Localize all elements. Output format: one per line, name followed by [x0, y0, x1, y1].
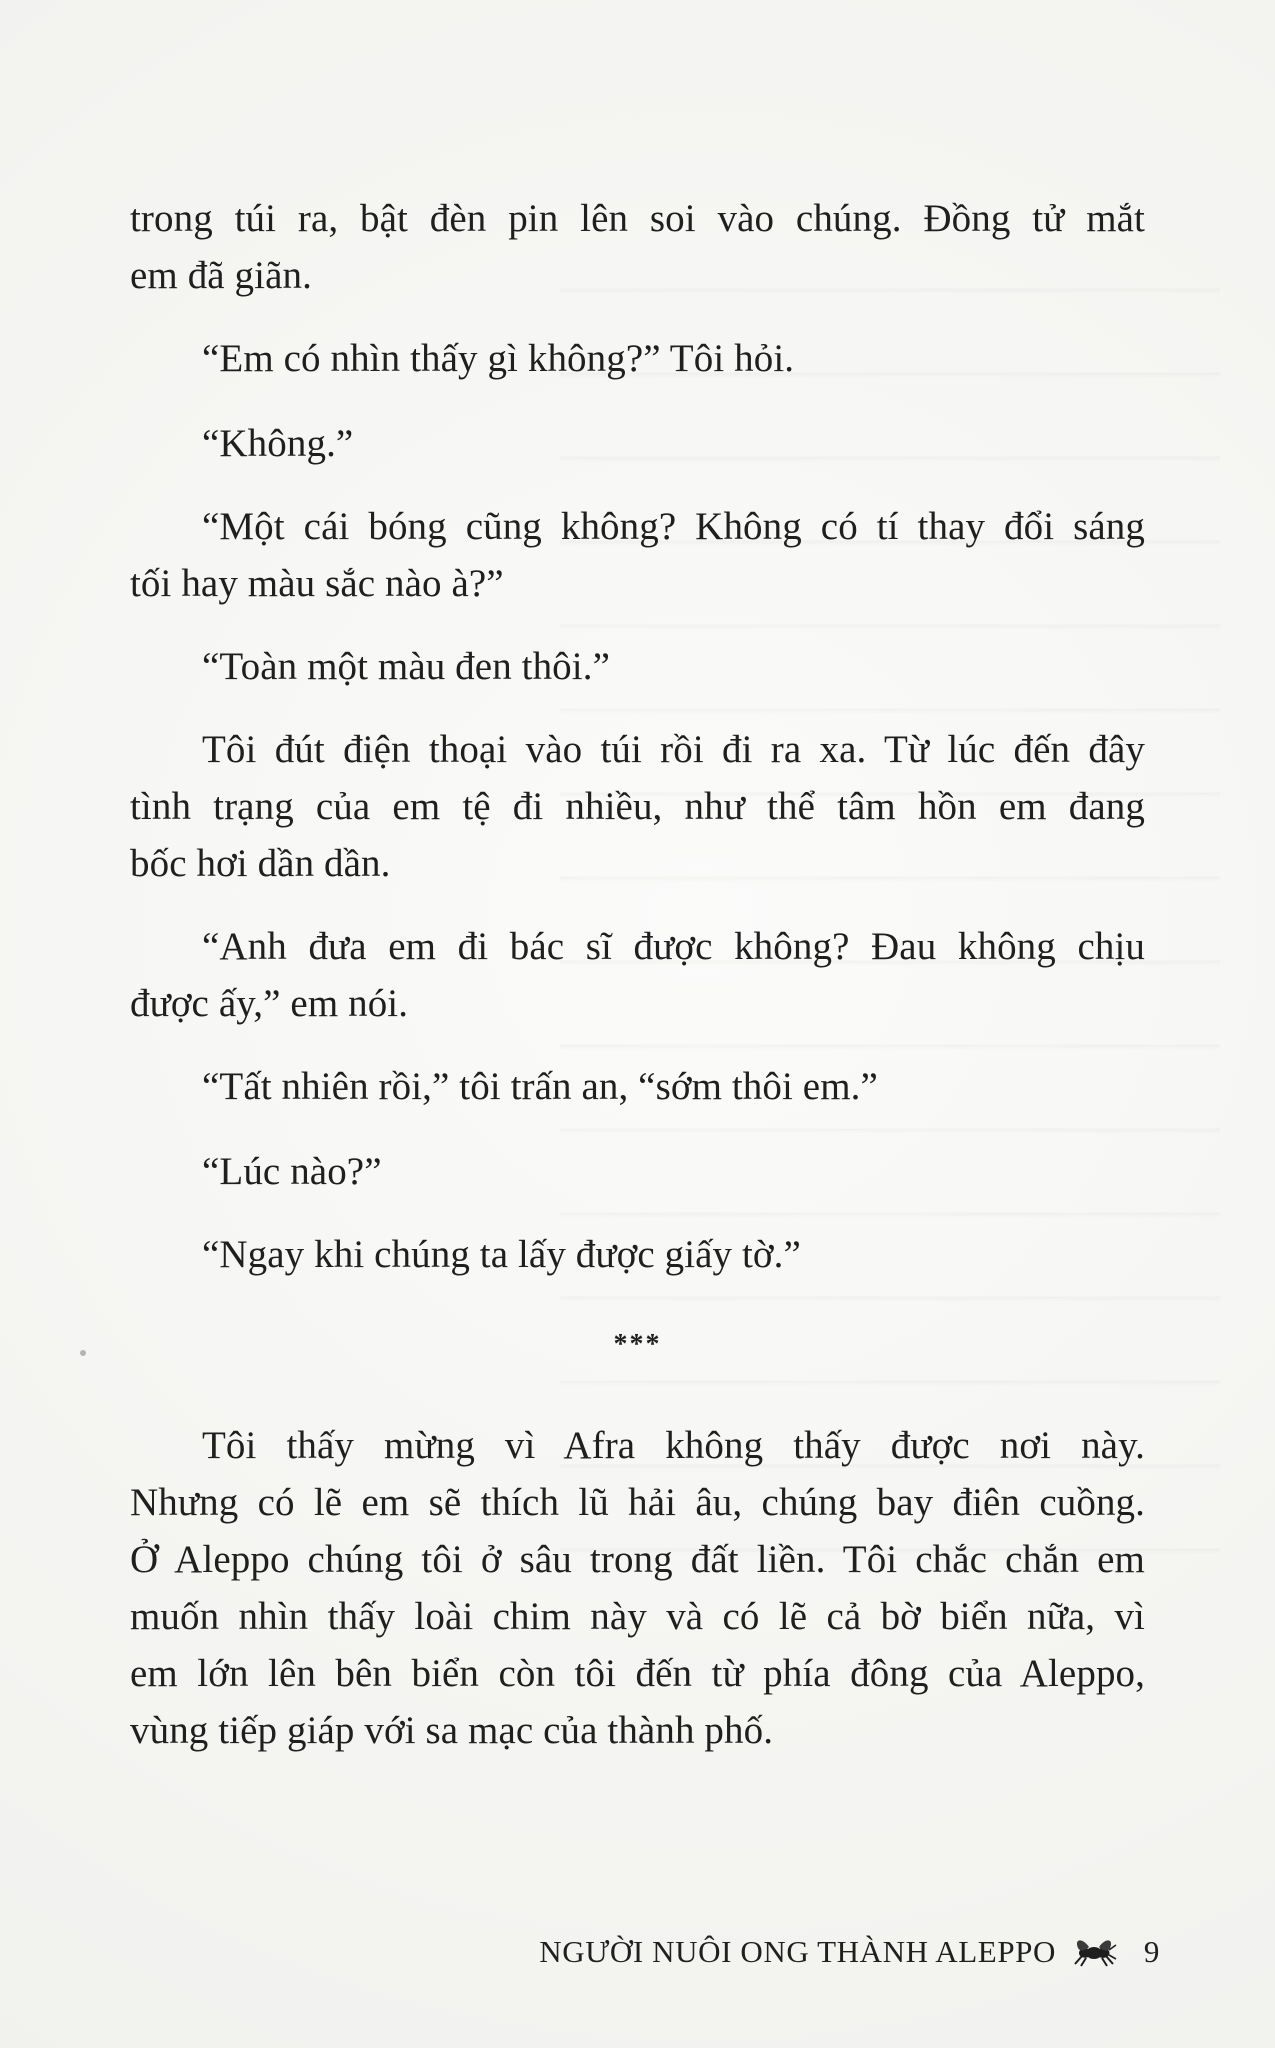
- dialogue-line: “Lúc nào?”: [202, 1150, 382, 1193]
- dialogue-line: “Không.”: [202, 422, 354, 465]
- dialogue-line: được ấy,” em nói.: [130, 982, 409, 1025]
- paper-speck: [80, 1350, 86, 1356]
- bee-icon: [1070, 1934, 1118, 1970]
- section-separator: ***: [613, 1329, 662, 1360]
- paragraph-line: muốn nhìn thấy loài chim này và có lẽ cả bờ biển nữa, vì: [130, 1595, 1145, 1638]
- dialogue-line: “Ngay khi chúng ta lấy được giấy tờ.”: [202, 1233, 801, 1276]
- page-footer: [460, 1922, 1160, 1982]
- paragraph-line: bốc hơi dần dần.: [130, 842, 391, 885]
- paragraph-line: Nhưng có lẽ em sẽ thích lũ hải âu, chúng bay điên cuồng.: [130, 1481, 1145, 1524]
- dialogue-line: “Em có nhìn thấy gì không?” Tôi hỏi.: [202, 337, 795, 380]
- dialogue-line: “Tất nhiên rồi,” tôi trấn an, “sớm thôi em.”: [202, 1065, 878, 1108]
- running-title: NGƯỜI NUÔI ONG THÀNH ALEPPO: [539, 1934, 1056, 1969]
- paragraph-line: Ở Aleppo chúng tôi ở sâu trong đất liền. Tôi chắc chắn em: [130, 1538, 1145, 1581]
- paragraph-line: Tôi đút điện thoại vào túi rồi đi ra xa. Từ lúc đến đây: [202, 728, 1145, 771]
- paragraph-line: em lớn lên bên biển còn tôi đến từ phía đông của Aleppo,: [130, 1652, 1145, 1695]
- paragraph-line: Tôi thấy mừng vì Afra không thấy được nơi này.: [202, 1424, 1145, 1467]
- dialogue-line: “Một cái bóng cũng không? Không có tí thay đổi sáng: [202, 505, 1145, 548]
- paragraph-line: tình trạng của em tệ đi nhiều, như thể tâm hồn em đang: [130, 785, 1145, 828]
- paragraph-line: em đã giãn.: [130, 254, 312, 297]
- dialogue-line: tối hay màu sắc nào à?”: [130, 562, 504, 605]
- page-number: 9: [1143, 1934, 1160, 1969]
- dialogue-line: “Toàn một màu đen thôi.”: [202, 645, 610, 688]
- paragraph-line: vùng tiếp giáp với sa mạc của thành phố.: [130, 1709, 774, 1752]
- paragraph-line: trong túi ra, bật đèn pin lên soi vào chúng. Đồng tử mắt: [130, 197, 1145, 240]
- dialogue-line: “Anh đưa em đi bác sĩ được không? Đau không chịu: [202, 925, 1145, 968]
- body-text: [130, 190, 1145, 1759]
